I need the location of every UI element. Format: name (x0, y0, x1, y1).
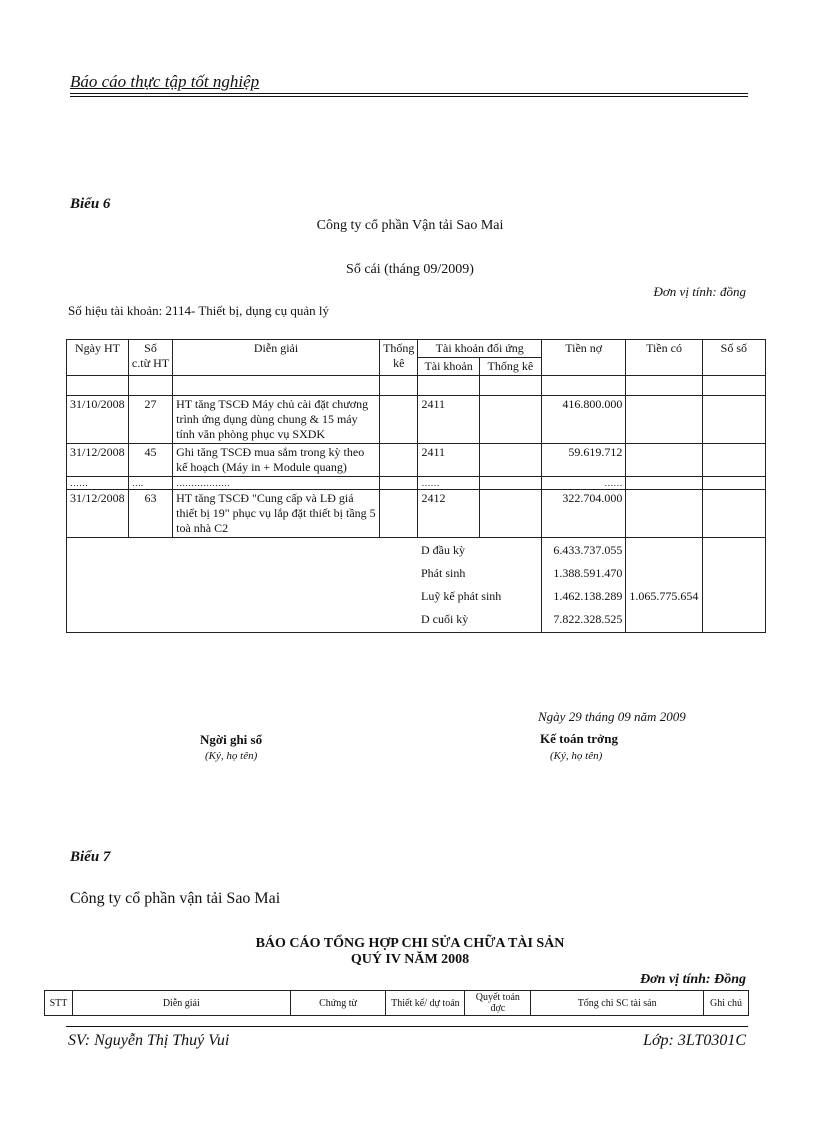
footer-student: SV: Nguyễn Thị Thuý Vui (68, 1032, 230, 1049)
bieu6-book-title: Sổ cái (tháng 09/2009) (346, 262, 474, 277)
col-debit: Tiền nợ (542, 340, 626, 376)
col-stt: STT (45, 991, 73, 1016)
col-contra: Tài khoản đối ứng (418, 340, 542, 358)
col-contra-stat: Thống kê (479, 358, 541, 376)
bieu7-subtitle: QUÝ IV NĂM 2008 (350, 952, 470, 967)
recorder-title: Ngời ghi sổ (200, 732, 263, 747)
footer-class: Lớp: 3LT0301C (643, 1032, 746, 1049)
col-settled: Quyết toán đợc (465, 991, 531, 1016)
accountant-sign-note: (Ký, họ tên) (550, 750, 603, 762)
accountant-title: Kế toán trởng (540, 731, 618, 746)
row-desc: ……………… (173, 477, 380, 490)
row-date: 31/12/2008 (67, 444, 129, 477)
table-row (67, 490, 766, 538)
footer-rule (66, 1026, 748, 1027)
signature-date: Ngày 29 tháng 09 năm 2009 (538, 709, 686, 724)
row-voucher: 63 (128, 490, 172, 538)
report-header-title: Báo cáo thực tập tốt nghiệp (70, 72, 260, 91)
ledger-header-row (67, 340, 766, 358)
bieu6-account-line: Số hiệu tài khoản: 2114- Thiết bị, dụng cụ quản lý (68, 303, 330, 318)
bieu6-label: Biểu 6 (70, 196, 111, 212)
header-rule-double (70, 96, 748, 97)
col-balance: Số số (702, 340, 765, 376)
row-desc: HT tăng TSCĐ Máy chủ cài đặt chương trình ứng dụng dùng chung & 15 máy tính văn phòng phục vụ SXDK (173, 396, 380, 444)
row-account: 2411 (418, 444, 479, 477)
row-date: 31/10/2008 (67, 396, 129, 444)
ledger-empty-row (67, 376, 766, 396)
col-credit: Tiền có (626, 340, 702, 376)
ledger-summary-row (67, 538, 766, 633)
row-desc: HT tăng TSCĐ "Cung cấp và LĐ giá thiết bị 19" phục vụ lắp đặt thiết bị tầng 5 toà nhà C2 (173, 490, 380, 538)
row-account: 2411 (418, 396, 479, 444)
row-debit: 416.800.000 (542, 396, 626, 444)
bieu7-label: Biểu 7 (70, 849, 111, 865)
repair-report-table (44, 990, 749, 1016)
row-debit: …… (542, 477, 626, 490)
col-voucher: Chứng từ (290, 991, 386, 1016)
row-date: …… (67, 477, 129, 490)
col-voucher: Số c.từ HT (128, 340, 172, 376)
col-note: Ghi chú (703, 991, 748, 1016)
row-date: 31/12/2008 (67, 490, 129, 538)
bieu6-company: Công ty cổ phần Vận tải Sao Mai (316, 218, 504, 233)
bieu7-company: Công ty cổ phần vận tải Sao Mai (70, 890, 281, 907)
col-contra-account: Tài khoản (418, 358, 479, 376)
row-voucher: …. (128, 477, 172, 490)
row-voucher: 27 (128, 396, 172, 444)
row-desc: Ghi tăng TSCĐ mua sắm trong kỳ theo kế hoạch (Máy in + Module quang) (173, 444, 380, 477)
bieu6-unit: Đơn vị tính: đồng (653, 284, 746, 299)
table-row (67, 444, 766, 477)
row-account: 2412 (418, 490, 479, 538)
summary-debit-values: 6.433.737.055 1.388.591.470 1.462.138.289 7.822.328.525 (542, 538, 626, 633)
bieu7-title: BÁO CÁO TỔNG HỢP CHI SỬA CHỮA TÀI SẢN (255, 936, 565, 951)
header-rule (70, 93, 748, 94)
recorder-sign-note: (Ký, họ tên) (205, 750, 258, 762)
row-debit: 322.704.000 (542, 490, 626, 538)
summary-labels: D đầu kỳ Phát sinh Luỹ kế phát sinh D cuối kỳ (418, 538, 542, 633)
col-estimate: Thiết kế/ dự toán (386, 991, 465, 1016)
col-date: Ngày HT (67, 340, 129, 376)
col-total: Tổng chi SC tài sản (531, 991, 704, 1016)
bieu7-unit: Đơn vị tính: Đồng (640, 972, 746, 987)
row-account: …… (418, 477, 479, 490)
table-row (67, 396, 766, 444)
repair-header-row (45, 991, 749, 1016)
ledger-table (66, 339, 766, 633)
row-debit: 59.619.712 (542, 444, 626, 477)
col-stat: Thống kê (379, 340, 418, 376)
col-description: Diễn giải (173, 340, 380, 376)
row-voucher: 45 (128, 444, 172, 477)
table-row (67, 477, 766, 490)
col-desc: Diễn giải (72, 991, 290, 1016)
summary-credit-values: 1.065.775.654 (626, 538, 702, 633)
